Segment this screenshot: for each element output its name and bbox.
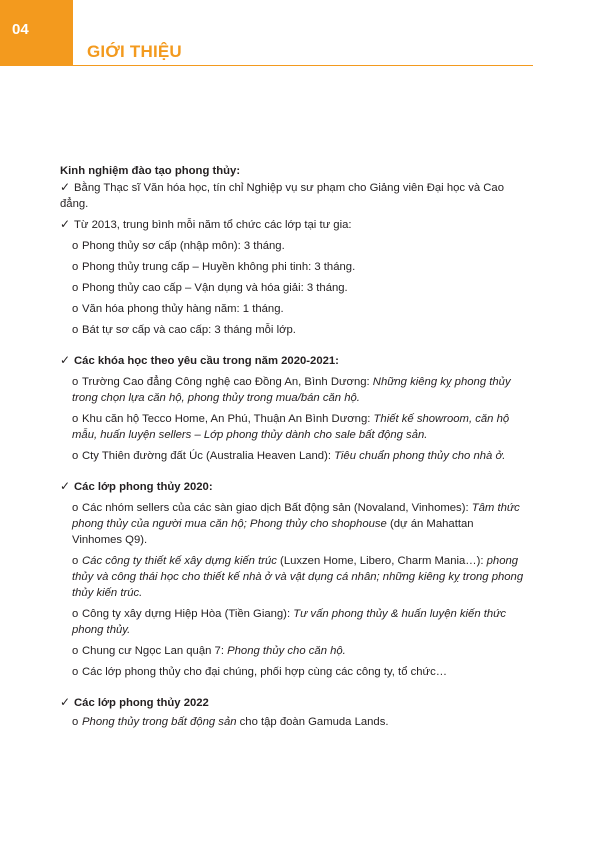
list-item	[72, 411, 525, 443]
bullet-icon: o	[72, 240, 79, 252]
bullet-icon: o	[72, 645, 79, 657]
list-item	[72, 448, 525, 464]
list-item-italic: phong thủy và công thái học cho thiết kế nhà ở và vật dụng cá nhân; những kiêng kỵ trong phong thủy kiến trúc.	[72, 555, 524, 599]
title-rule	[73, 65, 533, 66]
list-item-italic: Phong thủy cho căn hộ.	[227, 645, 346, 657]
section-heading	[60, 352, 525, 369]
list-item-text: (Luxzen Home, Libero, Charm Mania…):	[276, 555, 487, 567]
list-item-text: Công ty xây dựng Hiệp Hòa (Tiền Giang):	[82, 608, 294, 620]
list-item-text: Các lớp phong thủy cho đại chúng, phối hợp cùng các công ty, tổ chức…	[82, 666, 448, 678]
list-item	[72, 238, 525, 254]
list-item-text: Trường Cao đẳng Công nghệ cao Đồng An, Bình Dương:	[82, 376, 373, 388]
page-number: 04	[12, 21, 29, 38]
list-item	[72, 374, 525, 406]
section-heading	[60, 694, 525, 711]
list-item-text: Bằng Thạc sĩ Văn hóa học, tín chỉ Nghiệp vụ sư phạm cho Giảng viên Đại học và Cao đẳng.	[60, 182, 504, 210]
bullet-icon: o	[72, 376, 79, 388]
list-item-tail: (dự án Mahattan Vinhomes Q9).	[72, 518, 474, 546]
list-item-italic: Tâm thức phong thủy của người mua căn hộ; Phong thủy cho shophouse	[72, 502, 520, 530]
classes-2022-section	[60, 694, 525, 730]
list-item-italic: Những kiêng kỵ phong thủy trong chọn lựa căn hộ, phong thủy trong mua/bán căn hộ.	[72, 376, 511, 404]
list-item-italic: Các công ty thiết kế xây dựng kiến trúc	[82, 555, 277, 567]
list-item-italic: Thiết kế showroom, căn hộ mẫu, huấn luyện sellers – Lớp phong thủy dành cho sale bất động sản.	[72, 413, 510, 441]
bullet-icon: o	[72, 608, 79, 620]
bullet-icon: o	[72, 716, 79, 728]
list-item	[60, 216, 525, 233]
experience-heading: Kinh nghiệm đào tạo phong thủy:	[60, 165, 241, 177]
bullet-icon: o	[72, 413, 79, 425]
list-item-text: Các nhóm sellers của các sàn giao dịch Bất động sản (Novaland, Vinhomes):	[82, 502, 472, 514]
list-item-text: Cty Thiên đường đất Úc (Australia Heaven Land):	[82, 450, 335, 462]
list-item-text: Phong thủy trung cấp – Huyền không phi tinh: 3 tháng.	[82, 261, 356, 273]
check-icon: ✓	[60, 695, 71, 709]
check-icon: ✓	[60, 353, 71, 367]
list-item-text: Từ 2013, trung bình mỗi năm tổ chức các lớp tại tư gia:	[74, 219, 352, 231]
experience-section	[60, 163, 525, 338]
list-item-text: Văn hóa phong thủy hàng năm: 1 tháng.	[82, 303, 284, 315]
list-item	[72, 553, 525, 601]
bullet-icon: o	[72, 282, 79, 294]
page-number-box	[0, 0, 73, 66]
list-item-italic: Tư vấn phong thủy & huấn luyện kiến thức phong thủy.	[72, 608, 506, 636]
courses-2020-2021-section	[60, 352, 525, 464]
list-item-italic: Phong thủy trong bất động sản	[82, 716, 237, 728]
page-title: GIỚI THIỆU	[87, 42, 182, 61]
check-icon: ✓	[60, 180, 71, 194]
list-item-text: Bát tự sơ cấp và cao cấp: 3 tháng mỗi lớp.	[82, 324, 296, 336]
list-item	[72, 301, 525, 317]
bullet-icon: o	[72, 502, 79, 514]
section-heading-text: Các lớp phong thủy 2020:	[74, 481, 213, 493]
main-content	[60, 163, 525, 730]
bullet-icon: o	[72, 666, 79, 678]
check-icon: ✓	[60, 479, 71, 493]
section-heading-text: Các lớp phong thủy 2022	[74, 697, 209, 709]
list-item-text: Phong thủy cao cấp – Vận dụng và hóa giải: 3 tháng.	[82, 282, 348, 294]
list-item-text: Phong thủy sơ cấp (nhập môn): 3 tháng.	[82, 240, 285, 252]
bullet-icon: o	[72, 555, 79, 567]
list-item	[72, 322, 525, 338]
list-item	[72, 280, 525, 296]
list-item	[60, 179, 525, 212]
list-item	[72, 606, 525, 638]
list-item	[72, 500, 525, 548]
bullet-icon: o	[72, 261, 79, 273]
list-item	[72, 714, 525, 730]
list-item	[72, 664, 525, 680]
section-heading	[60, 478, 525, 495]
check-icon: ✓	[60, 217, 71, 231]
bullet-icon: o	[72, 324, 79, 336]
list-item-italic: Tiêu chuẩn phong thủy cho nhà ở.	[334, 450, 506, 462]
section-heading-text: Các khóa học theo yêu cầu trong năm 2020-2021:	[74, 355, 339, 367]
list-item-text: cho tập đoàn Gamuda Lands.	[236, 716, 389, 728]
list-item	[72, 259, 525, 275]
classes-2020-section	[60, 478, 525, 680]
list-item-text: Chung cư Ngọc Lan quận 7:	[82, 645, 228, 657]
bullet-icon: o	[72, 450, 79, 462]
list-item-text: Khu căn hộ Tecco Home, An Phú, Thuận An Bình Dương:	[82, 413, 374, 425]
list-item	[72, 643, 525, 659]
bullet-icon: o	[72, 303, 79, 315]
